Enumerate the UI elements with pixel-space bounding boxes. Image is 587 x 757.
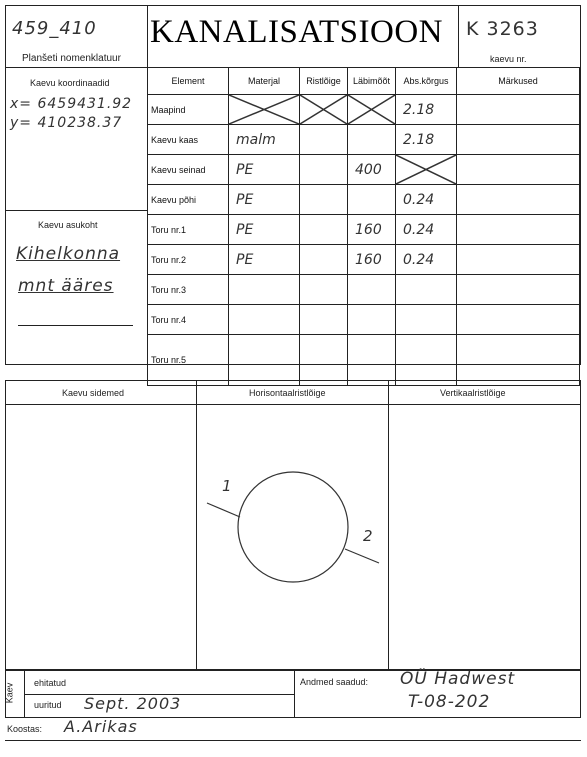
row-notes: [457, 155, 580, 185]
row-material: PE: [229, 245, 300, 275]
horizontal-section-drawing: [197, 405, 387, 669]
pipe-2-label: 2: [363, 527, 374, 545]
crossed-cell: [300, 95, 348, 125]
row-element: Kaevu seinad: [148, 155, 229, 185]
row-height: 0.24: [396, 245, 457, 275]
divider: [5, 210, 147, 211]
table-row: [148, 185, 580, 215]
source-value-1: OÜ Hadwest: [400, 669, 516, 689]
row-diameter: [348, 125, 396, 155]
row-element: Toru nr.2: [148, 245, 229, 275]
divider: [458, 5, 459, 67]
row-cross: [300, 245, 348, 275]
section-links-label: Kaevu sidemed: [62, 388, 125, 398]
blank-line: [18, 325, 133, 326]
section-vertical-label: Vertikaalristlõige: [440, 388, 506, 398]
element-table: [147, 67, 580, 386]
divider: [294, 670, 295, 718]
page-title: KANALISATSIOON: [150, 14, 443, 50]
divider: [5, 740, 581, 741]
location-line1: Kihelkonna: [16, 244, 121, 264]
header-material: Materjal: [229, 68, 300, 95]
table-row: [148, 305, 580, 335]
source-value-2: T-08-202: [408, 692, 491, 712]
source-label: Andmed saadud:: [300, 677, 369, 687]
row-cross: [300, 185, 348, 215]
coordinate-y: y= 410238.37: [10, 115, 123, 131]
header-cross-section: Ristlõige: [300, 68, 348, 95]
row-diameter: [348, 185, 396, 215]
table-row: [148, 275, 580, 305]
crossed-cell: [348, 95, 396, 125]
row-element: Toru nr.3: [148, 275, 229, 305]
row-height: 0.24: [396, 185, 457, 215]
divider: [5, 67, 147, 68]
header-diameter: Läbimõõt: [348, 68, 396, 95]
coordinates-label: Kaevu koordinaadid: [30, 78, 110, 88]
row-element: Kaevu kaas: [148, 125, 229, 155]
table-row: [148, 245, 580, 275]
row-notes: [457, 125, 580, 155]
table-row: [148, 95, 580, 125]
row-material: malm: [229, 125, 300, 155]
well-number-label: kaevu nr.: [490, 54, 527, 64]
row-cross: [300, 155, 348, 185]
table-row: [148, 155, 580, 185]
pipe-2-line: [345, 549, 379, 563]
location-label: Kaevu asukoht: [38, 220, 98, 230]
compiled-value: A.Arikas: [64, 717, 138, 736]
row-notes: [457, 245, 580, 275]
header-notes: Märkused: [457, 68, 580, 95]
row-diameter: 160: [348, 245, 396, 275]
divider: [388, 380, 389, 670]
table-row: [148, 125, 580, 155]
row-material: PE: [229, 185, 300, 215]
row-height: 2.18: [396, 125, 457, 155]
row-element: Toru nr.5: [148, 335, 229, 386]
row-element: Toru nr.4: [148, 305, 229, 335]
surveyed-value: Sept. 2003: [84, 694, 182, 713]
header-element: Element: [148, 68, 229, 95]
section-horizontal-label: Horisontaalristlõige: [249, 388, 326, 398]
row-element: Maapind: [148, 95, 229, 125]
crossed-cell: [396, 155, 457, 185]
surveyed-label: uuritud: [34, 700, 62, 710]
row-notes: [457, 215, 580, 245]
footer-side-label: Kaev: [4, 682, 15, 704]
row-element: Toru nr.1: [148, 215, 229, 245]
pipe-1-line: [207, 503, 240, 517]
well-circle: [238, 472, 348, 582]
header-abs-height: Abs.kõrgus: [396, 68, 457, 95]
well-number: K 3263: [466, 18, 539, 40]
row-notes: [457, 95, 580, 125]
crossed-cell: [229, 95, 300, 125]
compiled-label: Koostas:: [7, 724, 43, 734]
row-element: Kaevu põhi: [148, 185, 229, 215]
row-material: PE: [229, 215, 300, 245]
row-cross: [300, 125, 348, 155]
row-diameter: 400: [348, 155, 396, 185]
row-diameter: 160: [348, 215, 396, 245]
sheet-number: 459_410: [12, 18, 97, 39]
coordinate-x: x= 6459431.92: [10, 96, 133, 112]
row-material: PE: [229, 155, 300, 185]
row-height: 0.24: [396, 215, 457, 245]
sheet-label: Planšeti nomenklatuur: [22, 53, 121, 64]
row-notes: [457, 185, 580, 215]
row-cross: [300, 215, 348, 245]
row-height: 2.18: [396, 95, 457, 125]
table-row: [148, 215, 580, 245]
built-label: ehitatud: [34, 678, 67, 688]
table-row: [148, 335, 580, 386]
pipe-1-label: 1: [222, 477, 233, 495]
location-line2: mnt ääres: [18, 276, 114, 296]
